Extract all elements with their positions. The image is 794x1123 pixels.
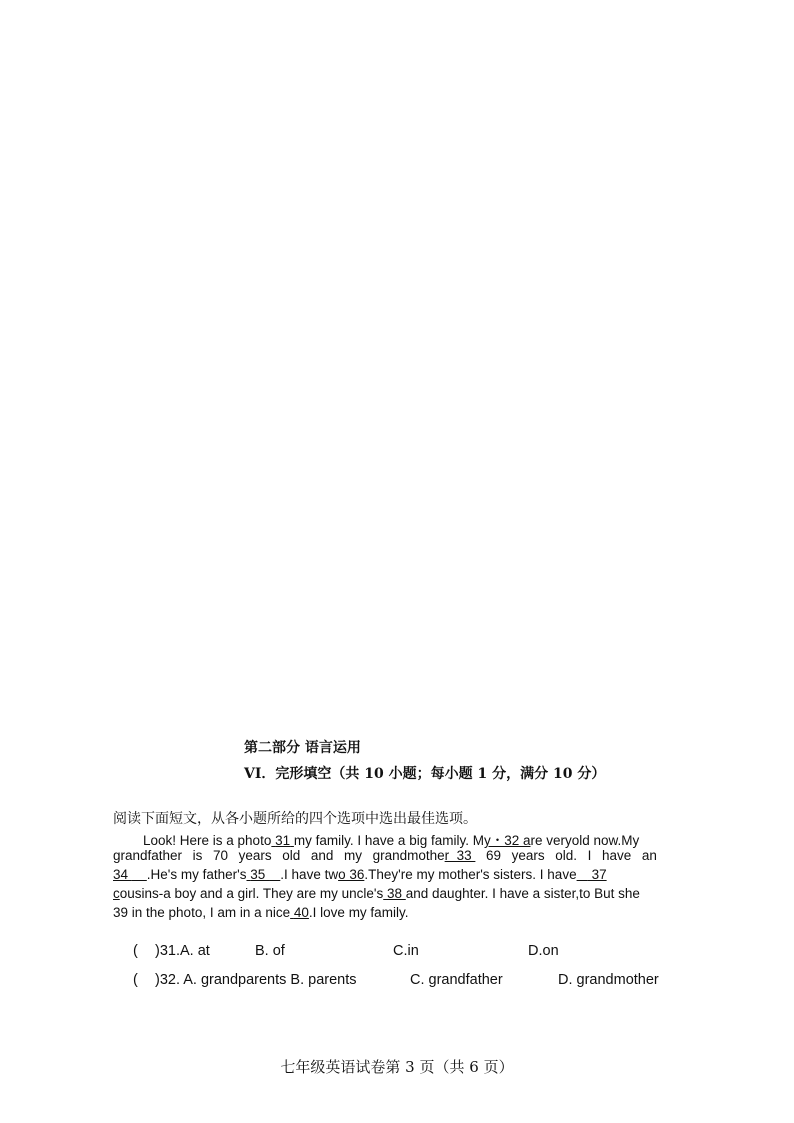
option-c: C.in [393, 943, 419, 959]
option-b: B. of [255, 943, 285, 959]
blank-34: 34 [113, 867, 132, 882]
passage-text: .I love my family. [308, 905, 409, 920]
option-d: D. grandmother [558, 972, 659, 988]
blank-31: 31 [275, 833, 291, 848]
passage-line-5 [113, 905, 657, 920]
passage-line-3 [113, 867, 657, 882]
section-title: 第二部分 语言运用 [244, 740, 361, 756]
passage-text: and daughter. I have a sister,to But she [405, 886, 640, 901]
blank-38: 38 [386, 886, 406, 901]
option-c: C. grandfather [410, 972, 503, 988]
instruction-text: 阅读下面短文，从各小题所给的四个选项中选出最佳选项。 [113, 811, 477, 827]
option-d: D.on [528, 943, 559, 959]
blank-36: o 36 [338, 867, 365, 882]
passage-line-1 [113, 829, 657, 849]
passage-text: .I have tw [280, 867, 339, 882]
question-header: VI．完形填空（共 10 小题；每小题 1 分，满分 10 分） [244, 766, 606, 782]
blank-32: y・32 a [483, 833, 531, 848]
passage-text: grandmothe [372, 848, 445, 863]
passage-text: .They're my mother's sisters. I have [364, 867, 577, 882]
passage-text: re veryold now.My [530, 833, 640, 848]
question-stem: )31.A. at [155, 943, 210, 959]
passage-text: grandfather [113, 848, 183, 863]
passage-text: Look! Here is a photo [143, 833, 272, 848]
question-stem: )32. A. grandparents B. parents [155, 972, 357, 988]
blank-37: 37 [587, 867, 607, 882]
blank-35: 35 [250, 867, 270, 882]
passage-line-4 [113, 886, 657, 901]
passage-text: .He's my father's [146, 867, 247, 882]
answer-paren[interactable]: ( [133, 943, 138, 959]
blank-33: r 33 [444, 848, 476, 863]
passage-text: ousins-a boy and a girl. They are my uncle's [119, 886, 384, 901]
passage-text: my family. I have a big family. M [293, 833, 484, 848]
passage-line-2: grandfather is 70 years old and my grandmother 33 69 years old. I have an [113, 848, 657, 863]
blank-40: 40 [293, 905, 309, 920]
page-footer: 七年级英语试卷第 3 页（共 6 页） [280, 1058, 514, 1076]
underlined-letter: c [113, 886, 120, 901]
answer-paren[interactable]: ( [133, 972, 138, 988]
passage-text: 39 in the photo, I am in a nice [113, 905, 291, 920]
